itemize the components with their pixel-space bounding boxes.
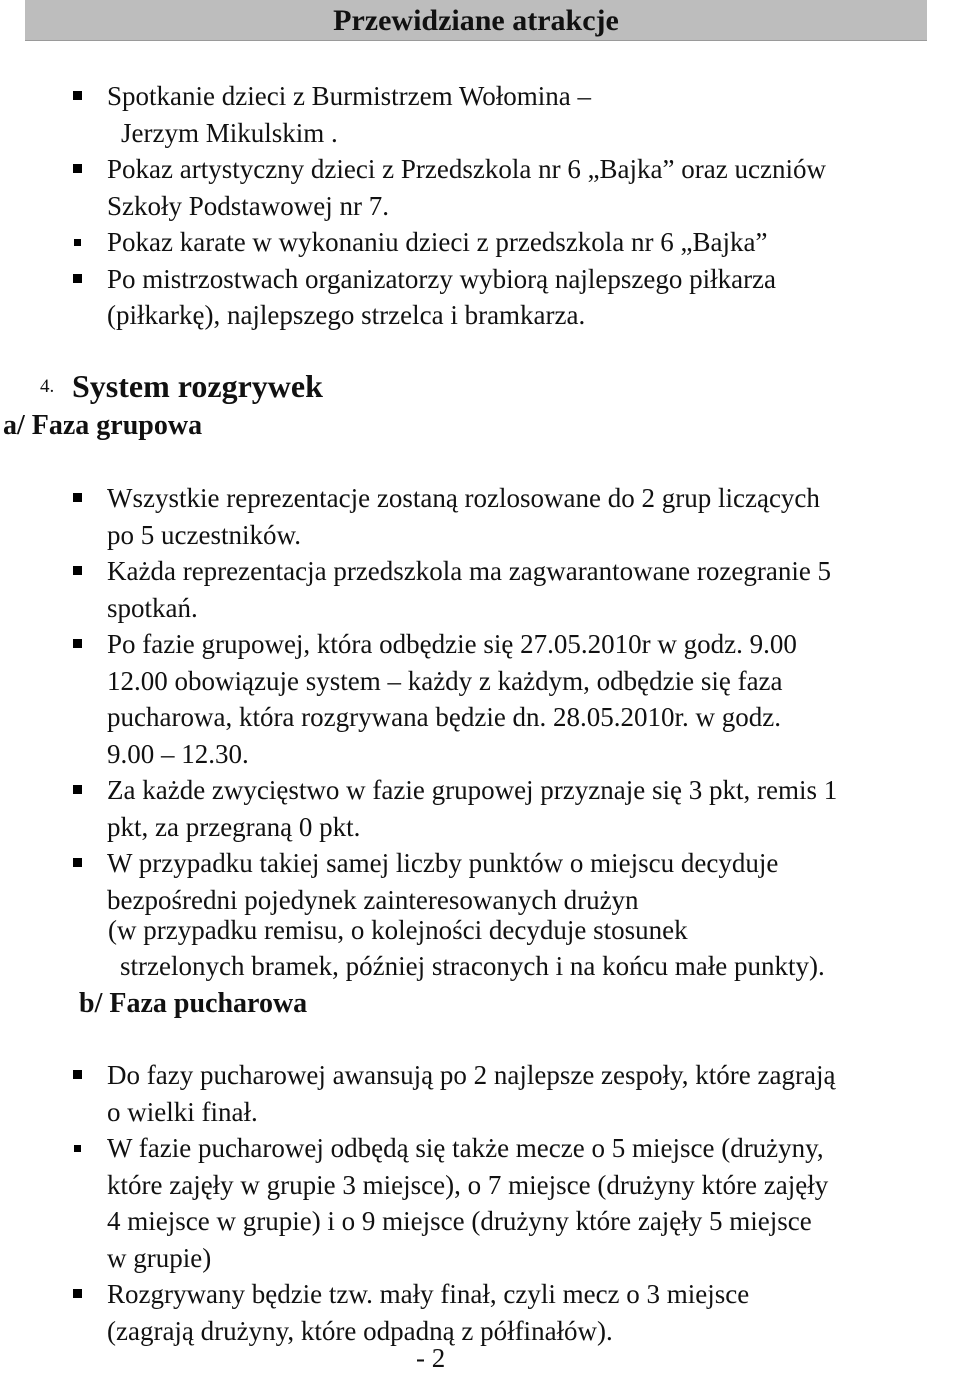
section-header-banner xyxy=(25,0,927,41)
tiebreak-note-line2: strzelonych bramek, później straconych i na końcu małe punkty). xyxy=(120,951,825,981)
square-bullet-icon xyxy=(73,566,82,575)
square-bullet-icon xyxy=(73,858,82,867)
square-bullet-icon xyxy=(73,1289,82,1298)
list-item: W przypadku takiej samej liczby punktów o miejscu decyduje bezpośredni pojedynek zainteresowanych drużyn xyxy=(0,845,960,918)
list-item: Pokaz artystyczny dzieci z Przedszkola nr 6 „Bajka” oraz uczniów Szkoły Podstawowej nr 7. xyxy=(0,151,960,224)
square-bullet-icon xyxy=(73,785,82,794)
list-item: Po fazie grupowej, która odbędzie się 27.05.2010r w godz. 9.00 12.00 obowiązuje system – każdy z każdym, odbędzie się faza pucharowa, która rozgrywana będzie dn. 28.05.2010r. w godz. 9.00 – 12.30. xyxy=(0,626,960,772)
subsection-title-group-phase: a/ Faza grupowa xyxy=(3,410,203,441)
square-bullet-icon xyxy=(73,639,82,648)
square-bullet-icon xyxy=(73,91,82,100)
square-bullet-icon xyxy=(74,239,81,246)
subsection-title-cup-phase: b/ Faza pucharowa xyxy=(79,988,308,1019)
square-bullet-icon xyxy=(74,1145,81,1152)
square-bullet-icon xyxy=(73,493,82,502)
group-phase-list xyxy=(0,480,960,918)
list-item: Do fazy pucharowej awansują po 2 najlepsze zespoły, które zagrają o wielki finał. xyxy=(0,1057,960,1130)
list-item: Za każde zwycięstwo w fazie grupowej przyznaje się 3 pkt, remis 1 pkt, za przegraną 0 pkt. xyxy=(0,772,960,845)
section-number: 4. xyxy=(40,376,55,397)
list-item: W fazie pucharowej odbędą się także mecze o 5 miejsce (drużyny, które zajęły w grupie 3 miejsce), o 7 miejsce (drużyny które zajęły 4 miejsce w grupie) i o 9 miejsce (drużyny które zajęły 5 miejsce w grupie) xyxy=(0,1130,960,1276)
page-title: Przewidziane atrakcje xyxy=(333,4,619,37)
list-item: Po mistrzostwach organizatorzy wybiorą najlepszego piłkarza (piłkarkę), najlepszego strzelca i bramkarza. xyxy=(0,261,960,334)
square-bullet-icon xyxy=(73,164,82,173)
square-bullet-icon xyxy=(73,274,82,283)
list-item: Pokaz karate w wykonaniu dzieci z przedszkola nr 6 „Bajka” xyxy=(0,224,960,261)
tiebreak-note-line1: (w przypadku remisu, o kolejności decyduje stosunek xyxy=(108,915,688,945)
attractions-list xyxy=(0,78,960,334)
page-number: - 2 xyxy=(416,1343,446,1373)
section-title: System rozgrywek xyxy=(72,368,323,404)
cup-phase-list xyxy=(0,1057,960,1349)
list-item: Wszystkie reprezentacje zostaną rozlosowane do 2 grup liczących po 5 uczestników. xyxy=(0,480,960,553)
square-bullet-icon xyxy=(73,1070,82,1079)
list-item: Spotkanie dzieci z Burmistrzem Wołomina – Jerzym Mikulskim . xyxy=(0,78,960,151)
list-item: Każda reprezentacja przedszkola ma zagwarantowane rozegranie 5 spotkań. xyxy=(0,553,960,626)
list-item: Rozgrywany będzie tzw. mały finał, czyli mecz o 3 miejsce (zagrają drużyny, które odpadną z półfinałów). xyxy=(0,1276,960,1349)
